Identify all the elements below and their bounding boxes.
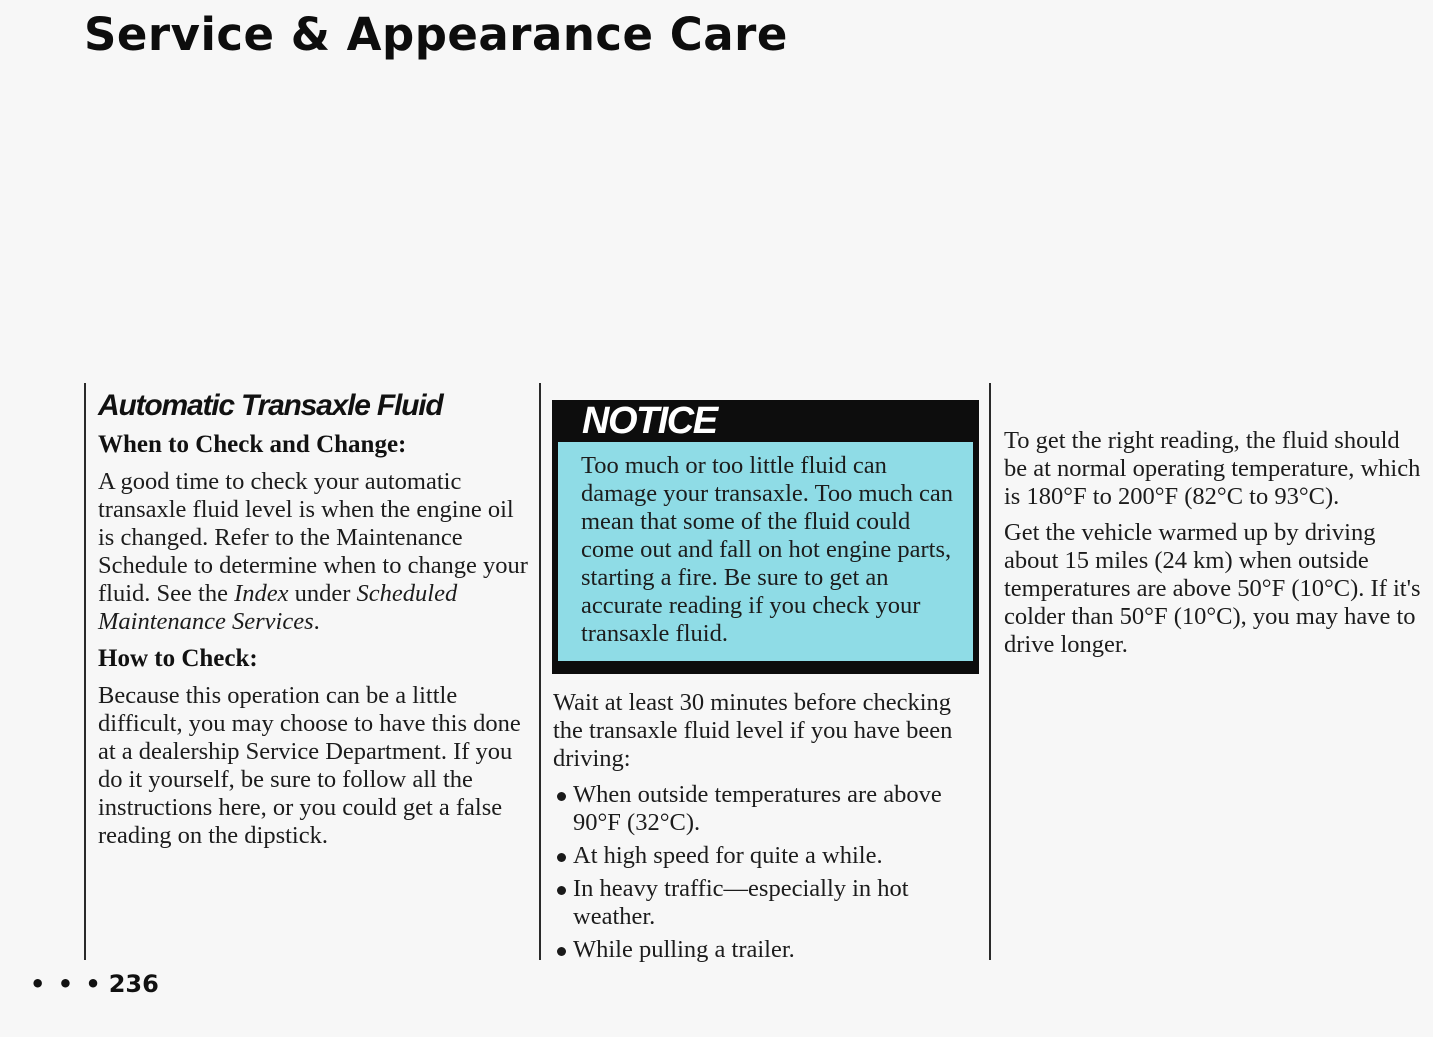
right-column-rule xyxy=(989,383,991,960)
driving-conditions-list xyxy=(553,781,978,964)
bullet-icon xyxy=(557,947,566,956)
page-number xyxy=(30,970,159,998)
list-item-text: While pulling a trailer. xyxy=(573,936,795,963)
left-column xyxy=(98,388,528,858)
left-column-rule xyxy=(84,383,86,960)
list-item xyxy=(553,936,978,964)
subhead-when-to-check: When to Check and Change: xyxy=(98,431,407,458)
section-title: Automatic Transaxle Fluid xyxy=(98,389,443,422)
notice-body: Too much or too little fluid can damage your transaxle. Too much can mean that some of the fluid could come out and fall on hot engine parts, starting a fire. Be sure to get an accurate reading if you check your transaxle fluid. xyxy=(558,442,973,661)
page-number-dots: • • • xyxy=(30,970,103,998)
bullet-icon xyxy=(557,853,566,862)
right-column xyxy=(1004,427,1422,667)
warm-up-paragraph: Get the vehicle warmed up by driving about 15 miles (24 km) when outside temperatures are above 50°F (10°C). If it's colder than 50°F (10°C), you may have to drive longer. xyxy=(1004,519,1421,658)
page-title: Service & Appearance Care xyxy=(84,8,788,61)
list-item-text: When outside temperatures are above 90°F (32°C). xyxy=(573,781,942,836)
right-reading-paragraph: To get the right reading, the fluid should be at normal operating temperature, which is 180°F to 200°F (82°C to 93°C). xyxy=(1004,427,1421,510)
index-reference: Index xyxy=(234,580,289,607)
wait-paragraph: Wait at least 30 minutes before checking the transaxle fluid level if you have been driving: xyxy=(553,689,953,772)
middle-column xyxy=(553,689,978,969)
notice-title: NOTICE xyxy=(582,400,717,442)
how-to-check-paragraph: Because this operation can be a little difficult, you may choose to have this done at a dealership Service Department. If you do it yourself, be sure to follow all the instructions here, or you could get a false reading on the dipstick. xyxy=(98,682,521,849)
bullet-icon xyxy=(557,792,566,801)
when-to-check-paragraph xyxy=(98,468,528,636)
paragraph-text: . xyxy=(313,608,320,635)
list-item-text: At high speed for quite a while. xyxy=(573,842,883,869)
page-number-value: 236 xyxy=(108,970,159,998)
paragraph-text: under xyxy=(288,580,357,607)
scheduled-maintenance-reference: Scheduled Maintenance Services xyxy=(98,580,458,635)
list-item-text: In heavy traffic—especially in hot weather. xyxy=(573,875,909,930)
list-item xyxy=(553,842,978,870)
notice-box xyxy=(552,400,979,674)
subhead-how-to-check: How to Check: xyxy=(98,645,258,672)
list-item xyxy=(553,781,978,837)
middle-column-rule xyxy=(539,383,541,960)
paragraph-text: A good time to check your automatic transaxle fluid level is when the engine oil is changed. Refer to the Maintenance Schedule to determine when to change your fluid. See the xyxy=(98,468,528,607)
bullet-icon xyxy=(557,886,566,895)
list-item xyxy=(553,875,978,931)
